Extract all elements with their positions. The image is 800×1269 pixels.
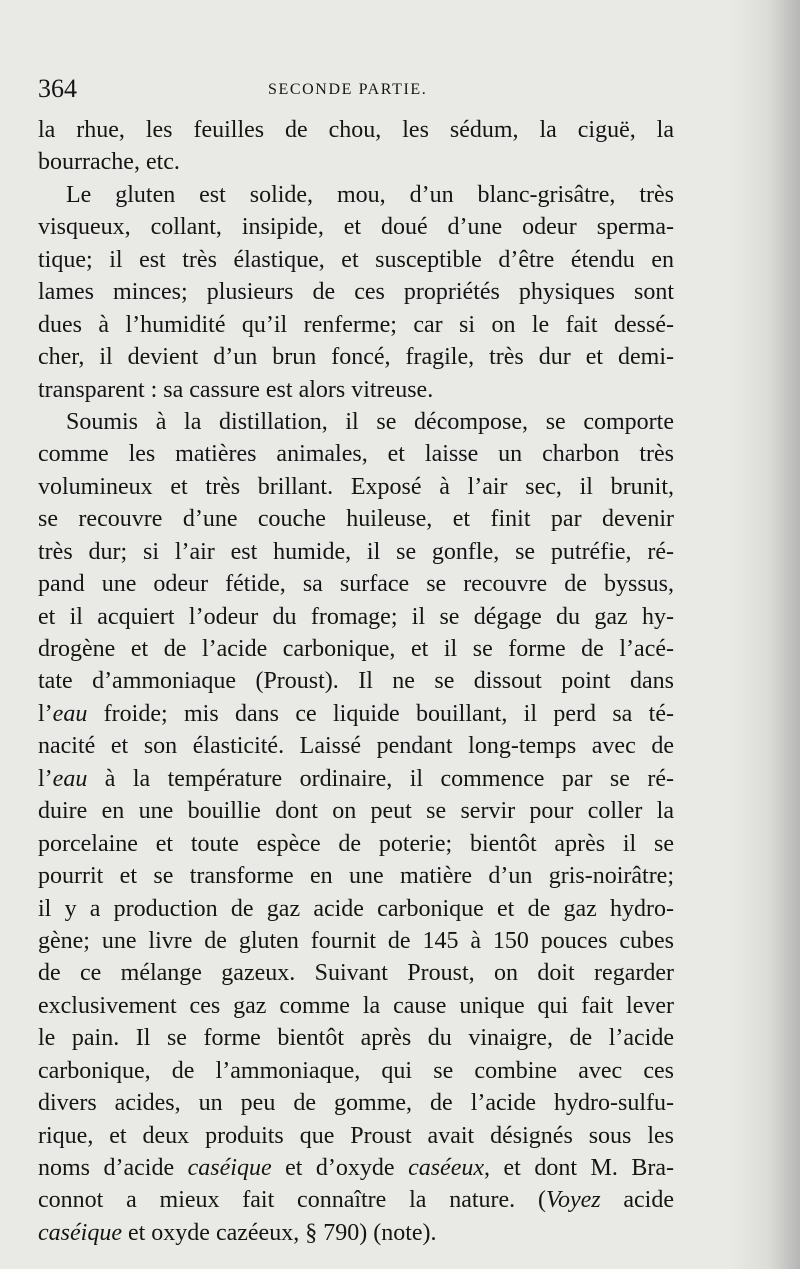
- text-line: tique; il est très élastique, et susceptible d’être étendu en: [38, 246, 674, 273]
- text-line: cher, il devient d’un brun foncé, fragile, très dur et demi-: [38, 344, 674, 371]
- text-line: pourrit et se transforme en une matière d’un gris-noirâtre;: [38, 863, 674, 890]
- text-line: nacité et son élasticité. Laissé pendant long-temps avec de: [38, 733, 674, 760]
- text-line: il y a production de gaz acide carbonique et de gaz hydro-: [38, 895, 674, 922]
- text-line: lames minces; plusieurs de ces propriétés physiques sont: [38, 279, 674, 306]
- text-line: rique, et deux produits que Proust avait désignés sous les: [38, 1122, 674, 1149]
- running-head: SECONDE PARTIE.: [268, 81, 428, 98]
- text-line: duire en une bouillie dont on peut se servir pour coller la: [38, 798, 674, 825]
- text-line: gène; une livre de gluten fournit de 145 à 150 pouces cubes: [38, 927, 674, 954]
- text-line: le pain. Il se forme bientôt après du vinaigre, de l’acide: [38, 1025, 674, 1052]
- text-line: Soumis à la distillation, il se décompose, se comporte: [66, 408, 674, 435]
- text-line: de ce mélange gazeux. Suivant Proust, on doit regarder: [38, 960, 674, 987]
- text-line: drogène et de l’acide carbonique, et il se forme de l’acé-: [38, 636, 674, 662]
- page-gutter-shadow: [730, 0, 800, 1269]
- text-line: noms d’acide caséique et d’oxyde caséeux, et dont M. Bra-: [38, 1155, 674, 1181]
- text-line: très dur; si l’air est humide, il se gonfle, se putréfie, ré-: [38, 538, 674, 565]
- text-line: bourrache, etc.: [38, 149, 180, 176]
- text-line: tate d’ammoniaque (Proust). Il ne se dissout point dans: [38, 668, 674, 695]
- text-line: dues à l’humidité qu’il renferme; car si on le fait dessé-: [38, 311, 674, 338]
- text-line: pand une odeur fétide, sa surface se recouvre de byssus,: [38, 571, 674, 598]
- text-line: connot a mieux fait connaître la nature. (Voyez acide: [38, 1187, 674, 1214]
- text-line: visqueux, collant, insipide, et doué d’une odeur sperma-: [38, 214, 674, 241]
- text-line: comme les matières animales, et laisse un charbon très: [38, 441, 674, 468]
- text-line: exclusivement ces gaz comme la cause unique qui fait lever: [38, 992, 674, 1019]
- text-line: carbonique, de l’ammoniaque, qui se combine avec ces: [38, 1057, 674, 1084]
- page-number: 364: [38, 74, 77, 103]
- text-line: divers acides, un peu de gomme, de l’acide hydro-sulfu-: [38, 1090, 674, 1117]
- text-line: transparent : sa cassure est alors vitreuse.: [38, 376, 434, 403]
- page-header: [38, 72, 678, 106]
- text-line: volumineux et très brillant. Exposé à l’air sec, il brunit,: [38, 473, 674, 500]
- text-line: Le gluten est solide, mou, d’un blanc-grisâtre, très: [66, 181, 674, 208]
- text-line: la rhue, les feuilles de chou, les sédum, la ciguë, la: [38, 117, 674, 143]
- text-line: se recouvre d’une couche huileuse, et finit par devenir: [38, 506, 674, 533]
- text-line: l’eau froide; mis dans ce liquide bouillant, il perd sa té-: [38, 700, 674, 727]
- body-text: [38, 114, 674, 1249]
- text-line: et il acquiert l’odeur du fromage; il se dégage du gaz hy-: [38, 603, 674, 630]
- text-line: porcelaine et toute espèce de poterie; bientôt après il se: [38, 830, 674, 857]
- text-line: caséique et oxyde cazéeux, § 790) (note).: [38, 1219, 437, 1246]
- text-line: l’eau à la température ordinaire, il commence par se ré-: [38, 765, 674, 792]
